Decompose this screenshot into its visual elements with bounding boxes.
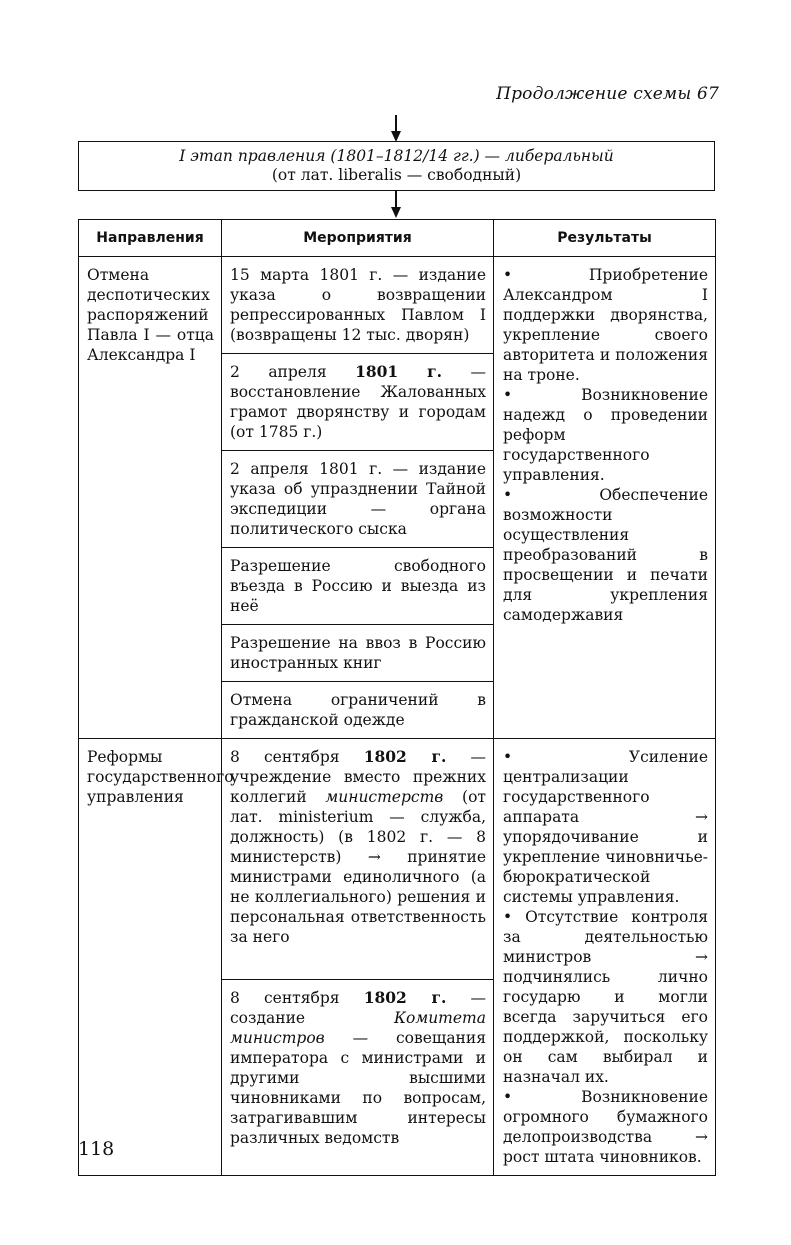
event-year: 1802 г. — [363, 747, 447, 766]
header-results: Результаты — [494, 220, 716, 257]
result-item: • Обеспечение возможности осуществления преобразований в просвещении и печати для укрепления самодержавия — [503, 485, 708, 625]
reforms-table — [78, 219, 716, 1176]
page-number: 118 — [78, 1138, 115, 1160]
event-cell: 2 апреля 1801 г. — издание указа об упразднении Тайной экспедиции — органа политического сыска — [222, 451, 494, 548]
event-date: 2 апреля — [230, 363, 356, 381]
result-item: • Отсутствие контроля за деятельностью министров → подчинялись лично государю и могли всегда заручиться его поддержкой, поскольку он сам выбирал и назначал их. — [503, 907, 708, 1087]
result-item: • Возникновение надежд о проведении реформ государственного управления. — [503, 385, 708, 485]
event-cell — [222, 979, 494, 1175]
event-cell: Разрешение на ввоз в Россию иностранных книг — [222, 625, 494, 682]
results-cell — [494, 739, 716, 1176]
result-item: • Приобретение Александром I поддержки дворянства, укрепление своего авторитета и положения на троне. — [503, 265, 708, 385]
event-date: 8 сентября — [230, 988, 364, 1007]
stage-box — [78, 141, 715, 191]
event-cell — [222, 354, 494, 451]
result-item: • Усиление централизации государственного аппарата → упорядочивание и укрепление чиновничье-бюрократической системы управления. — [503, 747, 708, 907]
event-text: — учреждение вместо прежних коллегий — [230, 748, 486, 806]
event-text: — создание — [230, 988, 486, 1027]
event-cell: 15 марта 1801 г. — издание указа о возвращении репрессированных Павлом I (возвращены 12 тыс. дворян) — [222, 257, 494, 354]
results-cell — [494, 257, 716, 739]
event-text: — восстановление Жалованных грамот дворянству и городам (от 1785 г.) — [230, 363, 486, 441]
table-row — [79, 739, 716, 980]
event-year: 1801 г. — [355, 362, 443, 381]
event-cell — [222, 739, 494, 980]
direction-cell: Реформы государственного управления — [79, 739, 222, 1176]
event-term: министерств — [325, 788, 444, 806]
event-cell: Разрешение свободного въезда в Россию и выезда из неё — [222, 548, 494, 625]
event-text: — совещания императора с министрами и другими высшими чиновниками по вопросам, затрагивавшим интересы различных ведомств — [230, 1028, 486, 1147]
result-item: • Возникновение огромного бумажного делопроизводства → рост штата чиновников. — [503, 1087, 708, 1167]
event-date: 8 сентября — [230, 748, 364, 766]
event-cell: Отмена ограничений в гражданской одежде — [222, 682, 494, 739]
header-measures: Мероприятия — [222, 220, 494, 257]
header-directions: Направления — [79, 220, 222, 257]
table-header-row — [79, 220, 716, 257]
event-text: (от лат. ministerium — служба, должность) (в 1802 г. — 8 министерств) → принятие министрами единоличного (а не коллегиального) решения и персональная ответственность за него — [230, 788, 486, 946]
event-year: 1802 г. — [363, 987, 447, 1007]
table-row — [79, 257, 716, 354]
stage-subtitle: (от лат. liberalis — свободный) — [271, 166, 522, 184]
direction-cell: Отмена деспотических распоряжений Павла I — отца Александра I — [79, 257, 222, 739]
continuation-caption: Продолжение схемы 67 — [496, 84, 719, 104]
event-term: Комитета министров — [230, 1008, 486, 1047]
stage-title: I этап правления (1801–1812/14 гг.) — либеральный — [179, 147, 614, 165]
